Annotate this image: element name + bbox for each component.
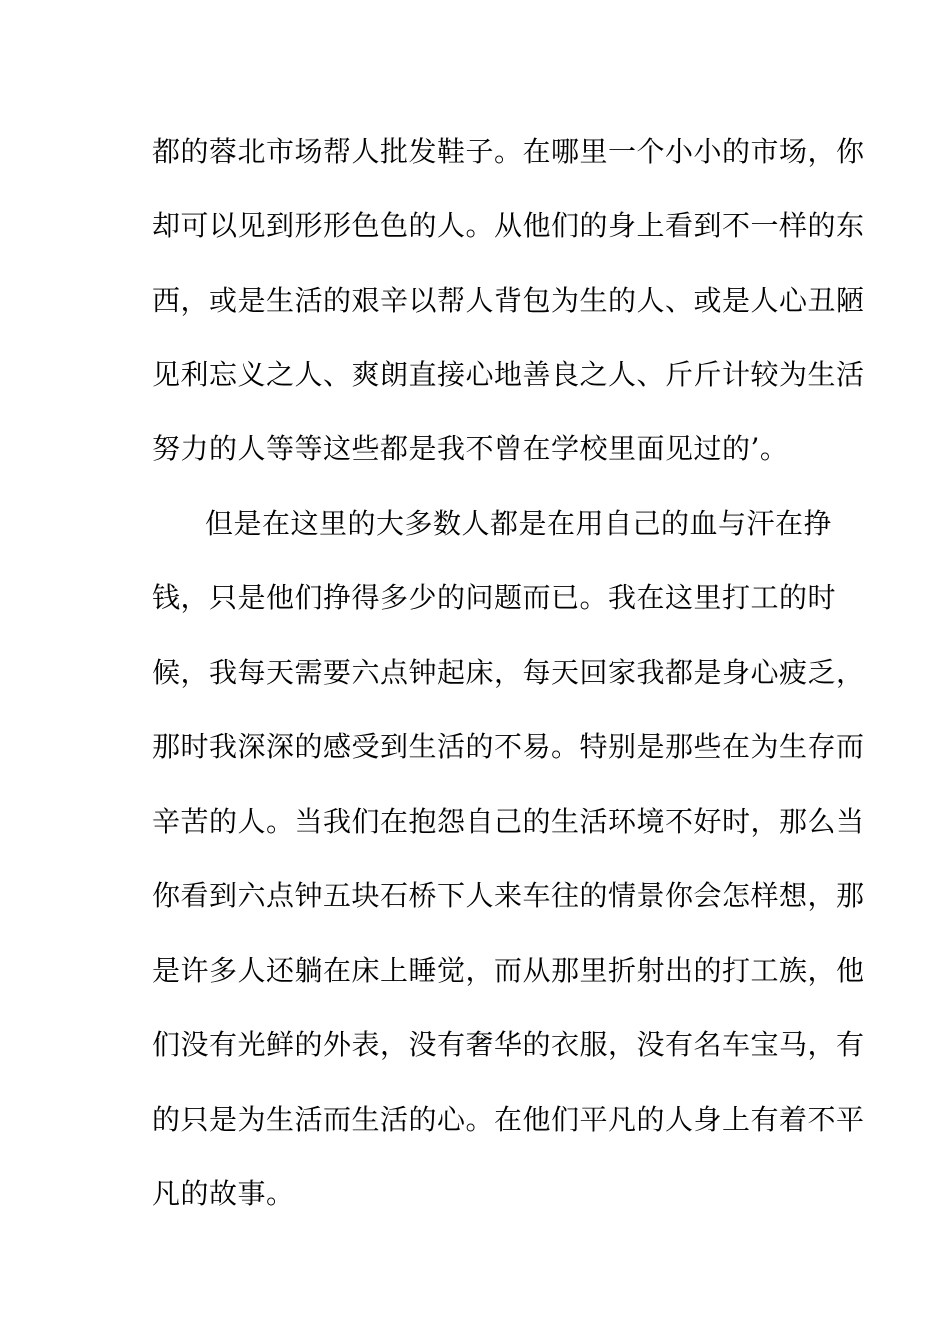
text-line: 你看到六点钟五块石桥下人来车往的情景你会怎样想，那 bbox=[152, 879, 865, 912]
text-line: 西，或是生活的艰辛以帮人背包为生的人、或是人心丑陋 bbox=[152, 284, 865, 317]
text-line: 却可以见到形形色色的人。从他们的身上看到不一样的东 bbox=[152, 209, 865, 242]
text-line: 凡的故事。 bbox=[152, 1177, 295, 1210]
text-line: 但是在这里的大多数人都是在用自己的血与汗在挣 bbox=[205, 507, 833, 540]
text-line: 那时我深深的感受到生活的不易。特别是那些在为生存而 bbox=[152, 730, 865, 763]
text-line: 是许多人还躺在床上睡觉，而从那里折射出的打工族，他 bbox=[152, 954, 865, 987]
text-line: 辛苦的人。当我们在抱怨自己的生活环境不好时，那么当 bbox=[152, 805, 865, 838]
text-line: 钱，只是他们挣得多少的问题而已。我在这里打工的时 bbox=[152, 581, 837, 614]
text-line: 的只是为生活而生活的心。在他们平凡的人身上有着不平 bbox=[152, 1103, 865, 1136]
text-line: 候，我每天需要六点钟起床，每天回家我都是身心疲乏， bbox=[152, 656, 865, 689]
text-line: 努力的人等等这些都是我不曾在学校里面见过的’。 bbox=[152, 432, 789, 465]
text-line: 见利忘义之人、爽朗直接心地善良之人、斤斤计较为生活 bbox=[152, 358, 865, 391]
text-line: 们没有光鲜的外表，没有奢华的衣服，没有名车宝马，有 bbox=[152, 1028, 865, 1061]
text-line: 都的蓉北市场帮人批发鞋子。在哪里一个小小的市场，你 bbox=[152, 135, 865, 168]
